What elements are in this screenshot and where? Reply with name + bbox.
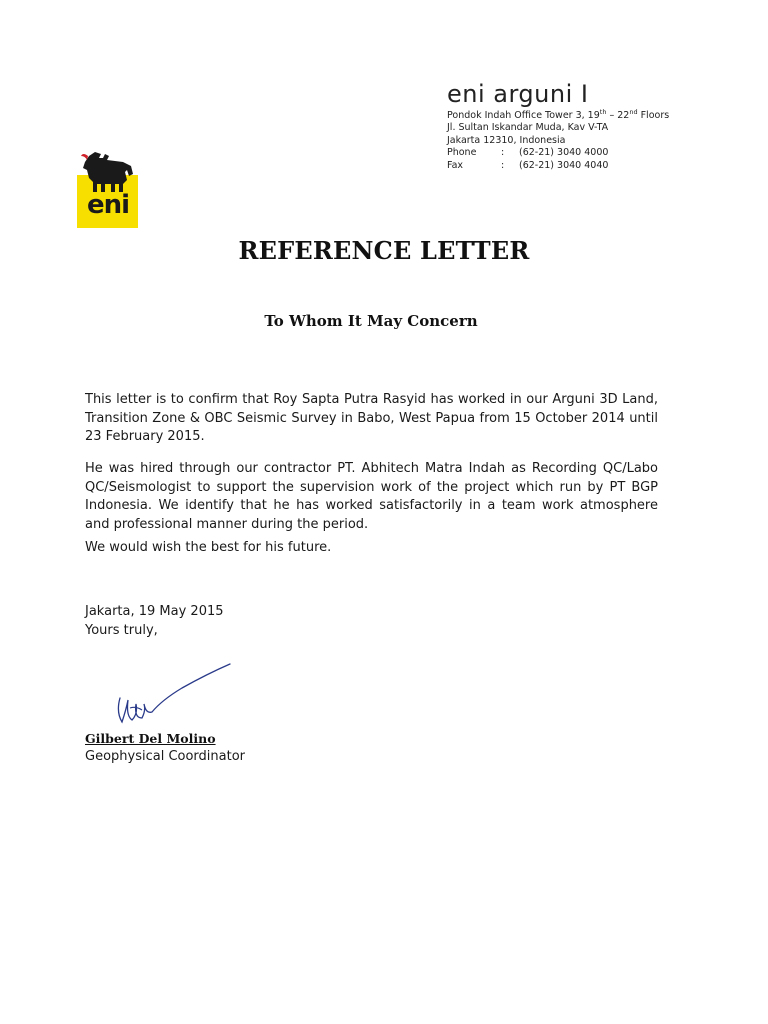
address-line-2: Jl. Sultan Iskandar Muda, Kav V-TA bbox=[447, 122, 609, 134]
paragraph-2: He was hired through our contractor PT. Abhitech Matra Indah as Recording QC/Labo QC/Seismologist to support the supervision work of the project which run by PT BGP Indonesia. We identify that he has worked satisfactorily in a team work atmosphere and professional manner during the period. bbox=[85, 461, 658, 532]
letter-title: REFERENCE LETTER bbox=[238, 236, 530, 265]
letterhead bbox=[447, 80, 747, 172]
paragraph-1: This letter is to confirm that Roy Sapta Putra Rasyid has worked in our Arguni 3D Land, Transition Zone & OBC Seismic Survey in Babo, West Papua from 15 October 2014 until 23 February 2015. bbox=[85, 392, 658, 444]
phone-line bbox=[447, 147, 747, 159]
handwritten-signature bbox=[112, 660, 242, 730]
fax-separator: : bbox=[501, 159, 505, 171]
six-legged-dog-icon bbox=[79, 150, 135, 194]
signer-name: Gilbert Del Molino bbox=[85, 731, 216, 746]
fax-number: (62-21) 3040 4040 bbox=[519, 159, 609, 171]
phone-separator: : bbox=[501, 147, 505, 159]
fax-label: Fax bbox=[447, 159, 464, 171]
address-line-1: Pondok Indah Office Tower 3, 19th – 22nd Floors bbox=[447, 108, 670, 121]
fax-line bbox=[447, 160, 747, 172]
company-name: eni arguni I bbox=[447, 80, 589, 108]
phone-number: (62-21) 3040 4000 bbox=[519, 147, 609, 159]
closing-block bbox=[85, 603, 224, 640]
phone-label: Phone bbox=[447, 147, 477, 159]
closing-phrase: Yours truly, bbox=[85, 622, 158, 638]
salutation: To Whom It May Concern bbox=[264, 312, 478, 330]
logo-wordmark: eni bbox=[86, 190, 130, 220]
place-date: Jakarta, 19 May 2015 bbox=[85, 604, 224, 619]
address-line-3: Jakarta 12310, Indonesia bbox=[447, 134, 566, 146]
eni-logo bbox=[77, 150, 138, 228]
signer-title: Geophysical Coordinator bbox=[85, 749, 246, 764]
paragraph-3: We would wish the best for his future. bbox=[85, 540, 332, 555]
